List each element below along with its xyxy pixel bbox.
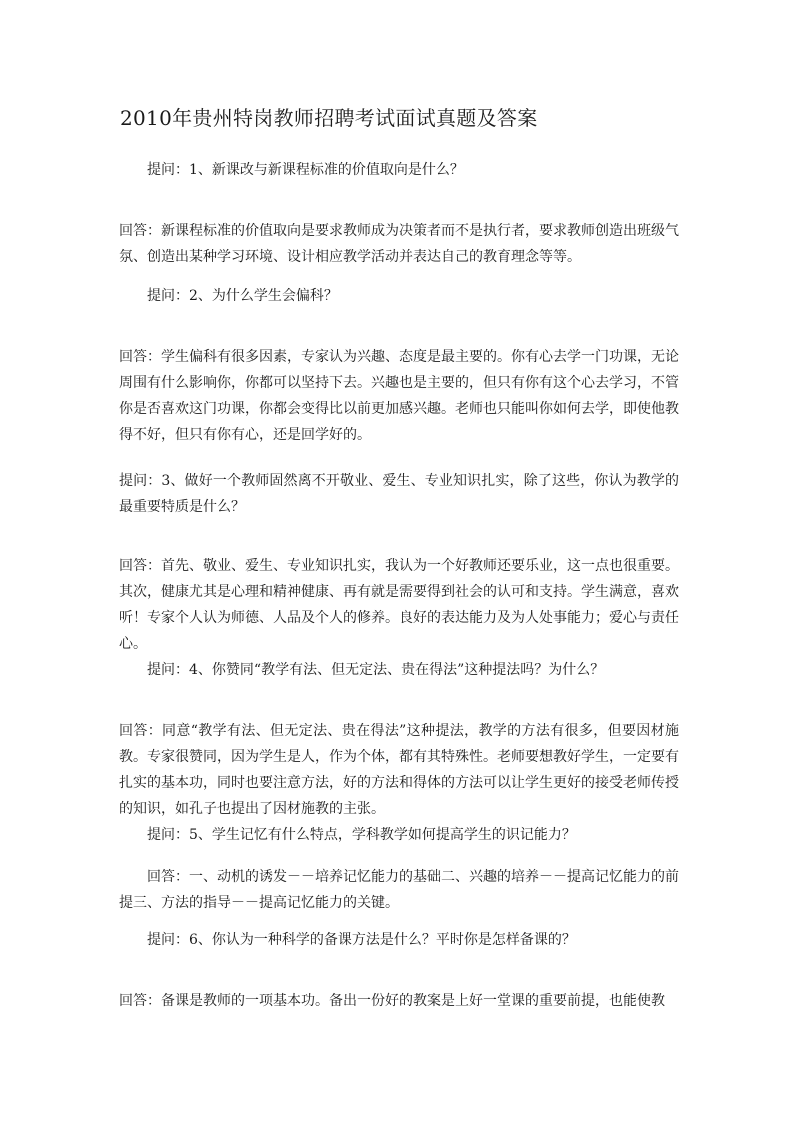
answer-3: 回答：首先、敬业、爱生、专业知识扎实，我认为一个好教师还要乐业，这一点也很重要。其次，健康尤其是心理和精神健康、再有就是需要得到社会的认可和支持。学生满意，喜欢听！专家个人认为师德、人品及个人的修养。良好的表达能力及为人处事能力；爱心与责任心。 <box>119 558 679 652</box>
question-5: 提问：5、学生记忆有什么特点，学科教学如何提高学生的识记能力？ <box>147 827 576 843</box>
question-6: 提问：6、你认为一种科学的备课方法是什么？平时你是怎样备课的？ <box>147 932 576 948</box>
question-1: 提问：1、新课改与新课程标准的价值取向是什么？ <box>147 162 464 178</box>
answer-2: 回答：学生偏科有很多因素，专家认为兴趣、态度是最主要的。你有心去学一门功课，无论周围有什么影响你，你都可以坚持下去。兴趣也是主要的，但只有你有这个心去学习，不管你是否喜欢这门功课，你都会变得比以前更加感兴趣。老师也只能叫你如何去学，即使他教得不好，但只有你有心，还是回学好的。 <box>119 349 679 443</box>
answer-6: 回答：备课是教师的一项基本功。备出一份好的教案是上好一堂课的重要前提，也能使教 <box>119 993 665 1009</box>
document-title: 2010年贵州特岗教师招聘考试面试真题及答案 <box>120 106 538 130</box>
question-3: 提问：3、做好一个教师固然离不开敬业、爱生、专业知识扎实，除了这些，你认为教学的最重要特质是什么？ <box>119 473 679 515</box>
answer-4: 回答：同意“教学有法、但无定法、贵在得法”这种提法，教学的方法有很多，但要因材施教。专家很赞同，因为学生是人，作为个体，都有其特殊性。老师要想教好学生，一定要有扎实的基本功，同时也要注意方法，好的方法和得体的方法可以让学生更好的接受老师传授的知识，如孔子也提出了因材施教的主张。 <box>119 723 679 817</box>
question-2: 提问：2、为什么学生会偏科？ <box>147 288 338 304</box>
answer-1: 回答：新课程标准的价值取向是要求教师成为决策者而不是执行者，要求教师创造出班级气氛、创造出某种学习环境、设计相应教学活动并表达自己的教育理念等等。 <box>119 223 679 265</box>
question-4: 提问：4、你赞同“教学有法、但无定法、贵在得法”这种提法吗？为什么？ <box>147 662 605 678</box>
answer-5: 回答：一、动机的诱发－－培养记忆能力的基础二、兴趣的培养－－提高记忆能力的前提三、方法的指导－－提高记忆能力的关键。 <box>119 869 679 911</box>
